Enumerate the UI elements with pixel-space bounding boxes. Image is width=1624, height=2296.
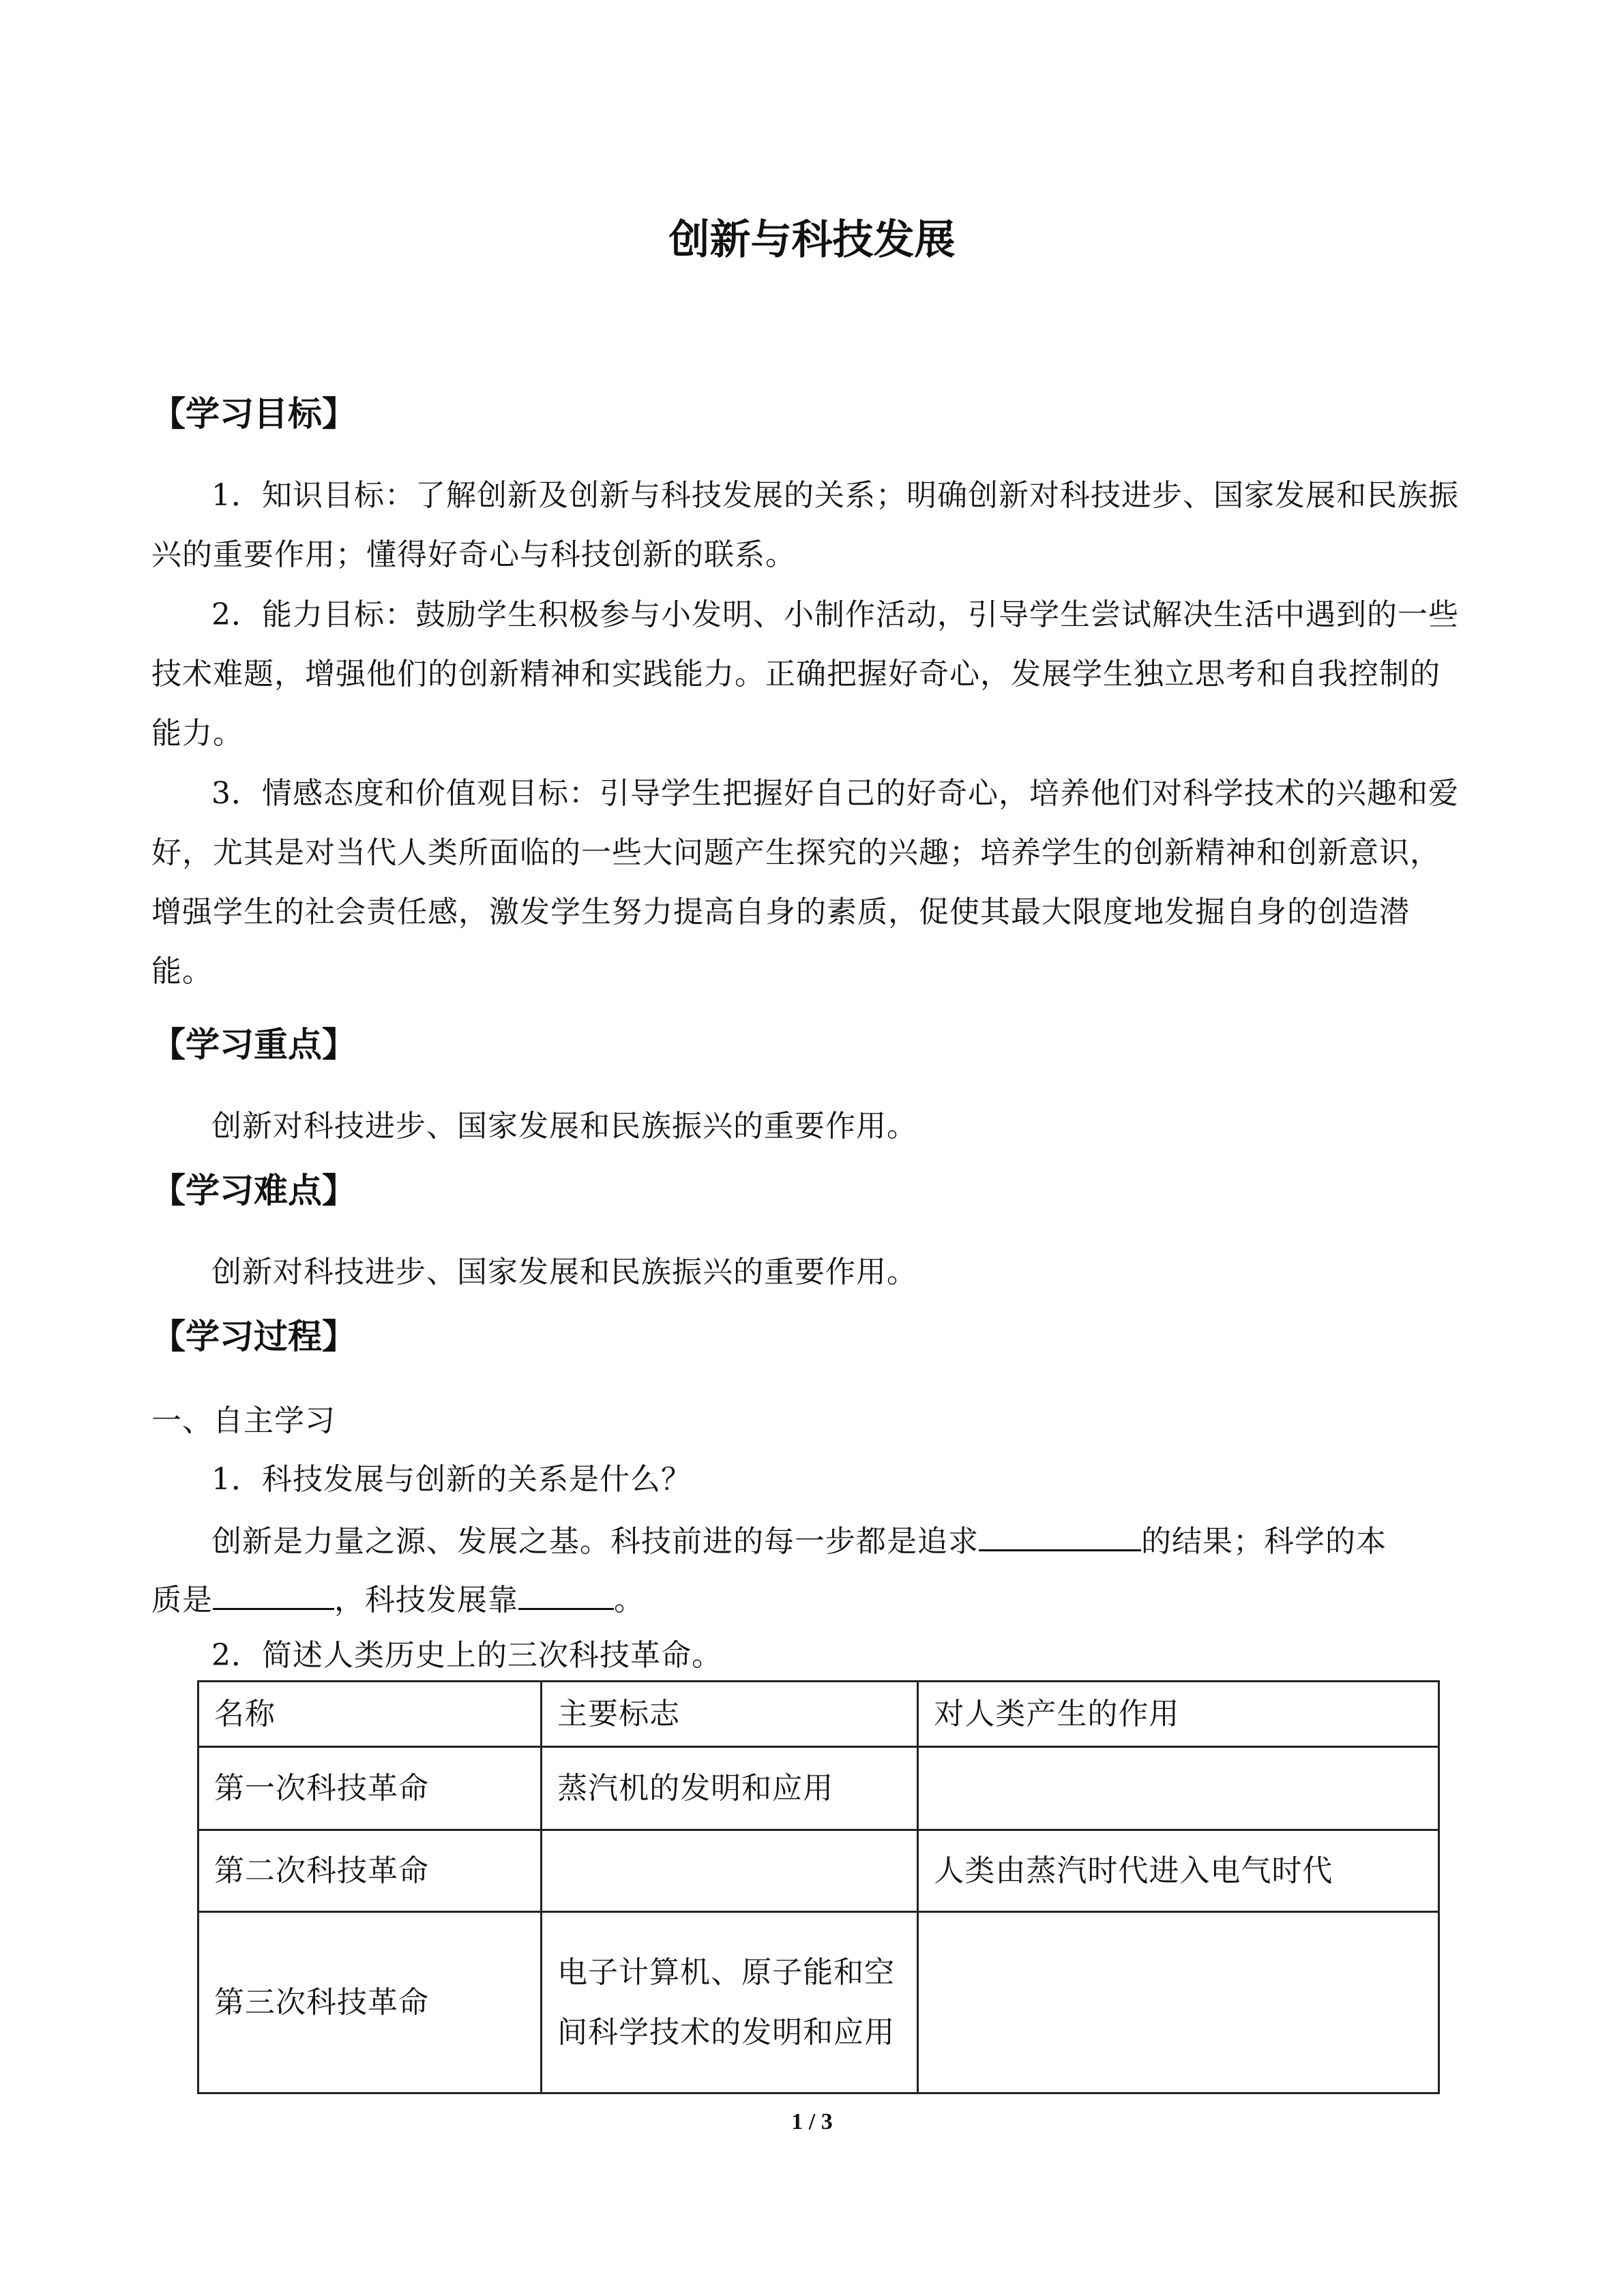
table-cell: 蒸汽机的发明和应用 (542, 1747, 918, 1830)
table-cell-empty[interactable] (918, 1747, 1439, 1830)
key-point-text: 创新对科技进步、国家发展和民族振兴的重要作用。 (211, 1109, 917, 1144)
question-2: 2．简述人类历史上的三次科技革命。 (211, 1638, 722, 1673)
question-1: 1．科技发展与创新的关系是什么？ (211, 1462, 692, 1497)
page-number: 1 / 3 (791, 2109, 833, 2134)
table-cell: 第三次科技革命 (198, 1912, 542, 2093)
tech-revolution-table (197, 1680, 1440, 2094)
table-cell: 第一次科技革命 (198, 1747, 542, 1830)
fill-blank-3[interactable] (518, 1577, 614, 1610)
objective-item-ability: 2．能力目标：鼓励学生积极参与小发明、小制作活动，引导学生尝试解决生活中遇到的一些技术难题，增强他们的创新精神和实践能力。正确把握好奇心，发展学生独立思考和自我控制的能力。 (151, 597, 1459, 751)
fill-blank-1[interactable] (979, 1518, 1141, 1551)
answer-text-b: 的结果；科学的本 (1141, 1524, 1387, 1559)
question-1-answer-line-2 (151, 1577, 645, 1621)
table-cell-empty[interactable] (542, 1830, 918, 1912)
document-title: 创新与科技发展 (668, 216, 956, 264)
table-row (198, 1747, 1439, 1830)
table-header-cell: 名称 (198, 1682, 542, 1747)
table-cell: 电子计算机、原子能和空间科学技术的发明和应用 (542, 1912, 918, 2093)
objectives-heading: 【学习目标】 (151, 394, 356, 434)
fill-blank-2[interactable] (213, 1577, 334, 1610)
answer-text-d: ，科技发展靠 (334, 1583, 518, 1617)
table-header-cell: 对人类产生的作用 (918, 1682, 1439, 1747)
objective-item-attitude: 3．情感态度和价值观目标：引导学生把握好自己的好奇心，培养他们对科学技术的兴趣和爱好，尤其是对当代人类所面临的一些大问题产生探究的兴趣；培养学生的创新精神和创新意识，增强学生的社会责任感，激发学生努力提高自身的素质，促使其最大限度地发掘自身的创造潜能。 (151, 776, 1459, 989)
difficulty-text: 创新对科技进步、国家发展和民族振兴的重要作用。 (211, 1255, 917, 1289)
self-study-title: 一、自主学习 (151, 1403, 336, 1438)
key-point-heading: 【学习重点】 (151, 1025, 356, 1064)
table-header-row (198, 1682, 1439, 1747)
objective-item-knowledge: 1．知识目标：了解创新及创新与科技发展的关系；明确创新对科技进步、国家发展和民族振兴的重要作用；懂得好奇心与科技创新的联系。 (151, 478, 1459, 572)
table-header-cell: 主要标志 (542, 1682, 918, 1747)
answer-text-a: 创新是力量之源、发展之基。科技前进的每一步都是追求 (211, 1524, 979, 1559)
table-row (198, 1830, 1439, 1912)
table-cell: 人类由蒸汽时代进入电气时代 (918, 1830, 1439, 1912)
difficulty-heading: 【学习难点】 (151, 1171, 356, 1210)
table-row (198, 1912, 1439, 2093)
table-cell: 第二次科技革命 (198, 1830, 542, 1912)
process-heading: 【学习过程】 (151, 1317, 356, 1356)
answer-text-e: 。 (614, 1583, 645, 1617)
answer-text-c: 质是 (151, 1583, 213, 1617)
table-cell-empty[interactable] (918, 1912, 1439, 2093)
question-1-answer-line-1 (211, 1518, 1387, 1562)
